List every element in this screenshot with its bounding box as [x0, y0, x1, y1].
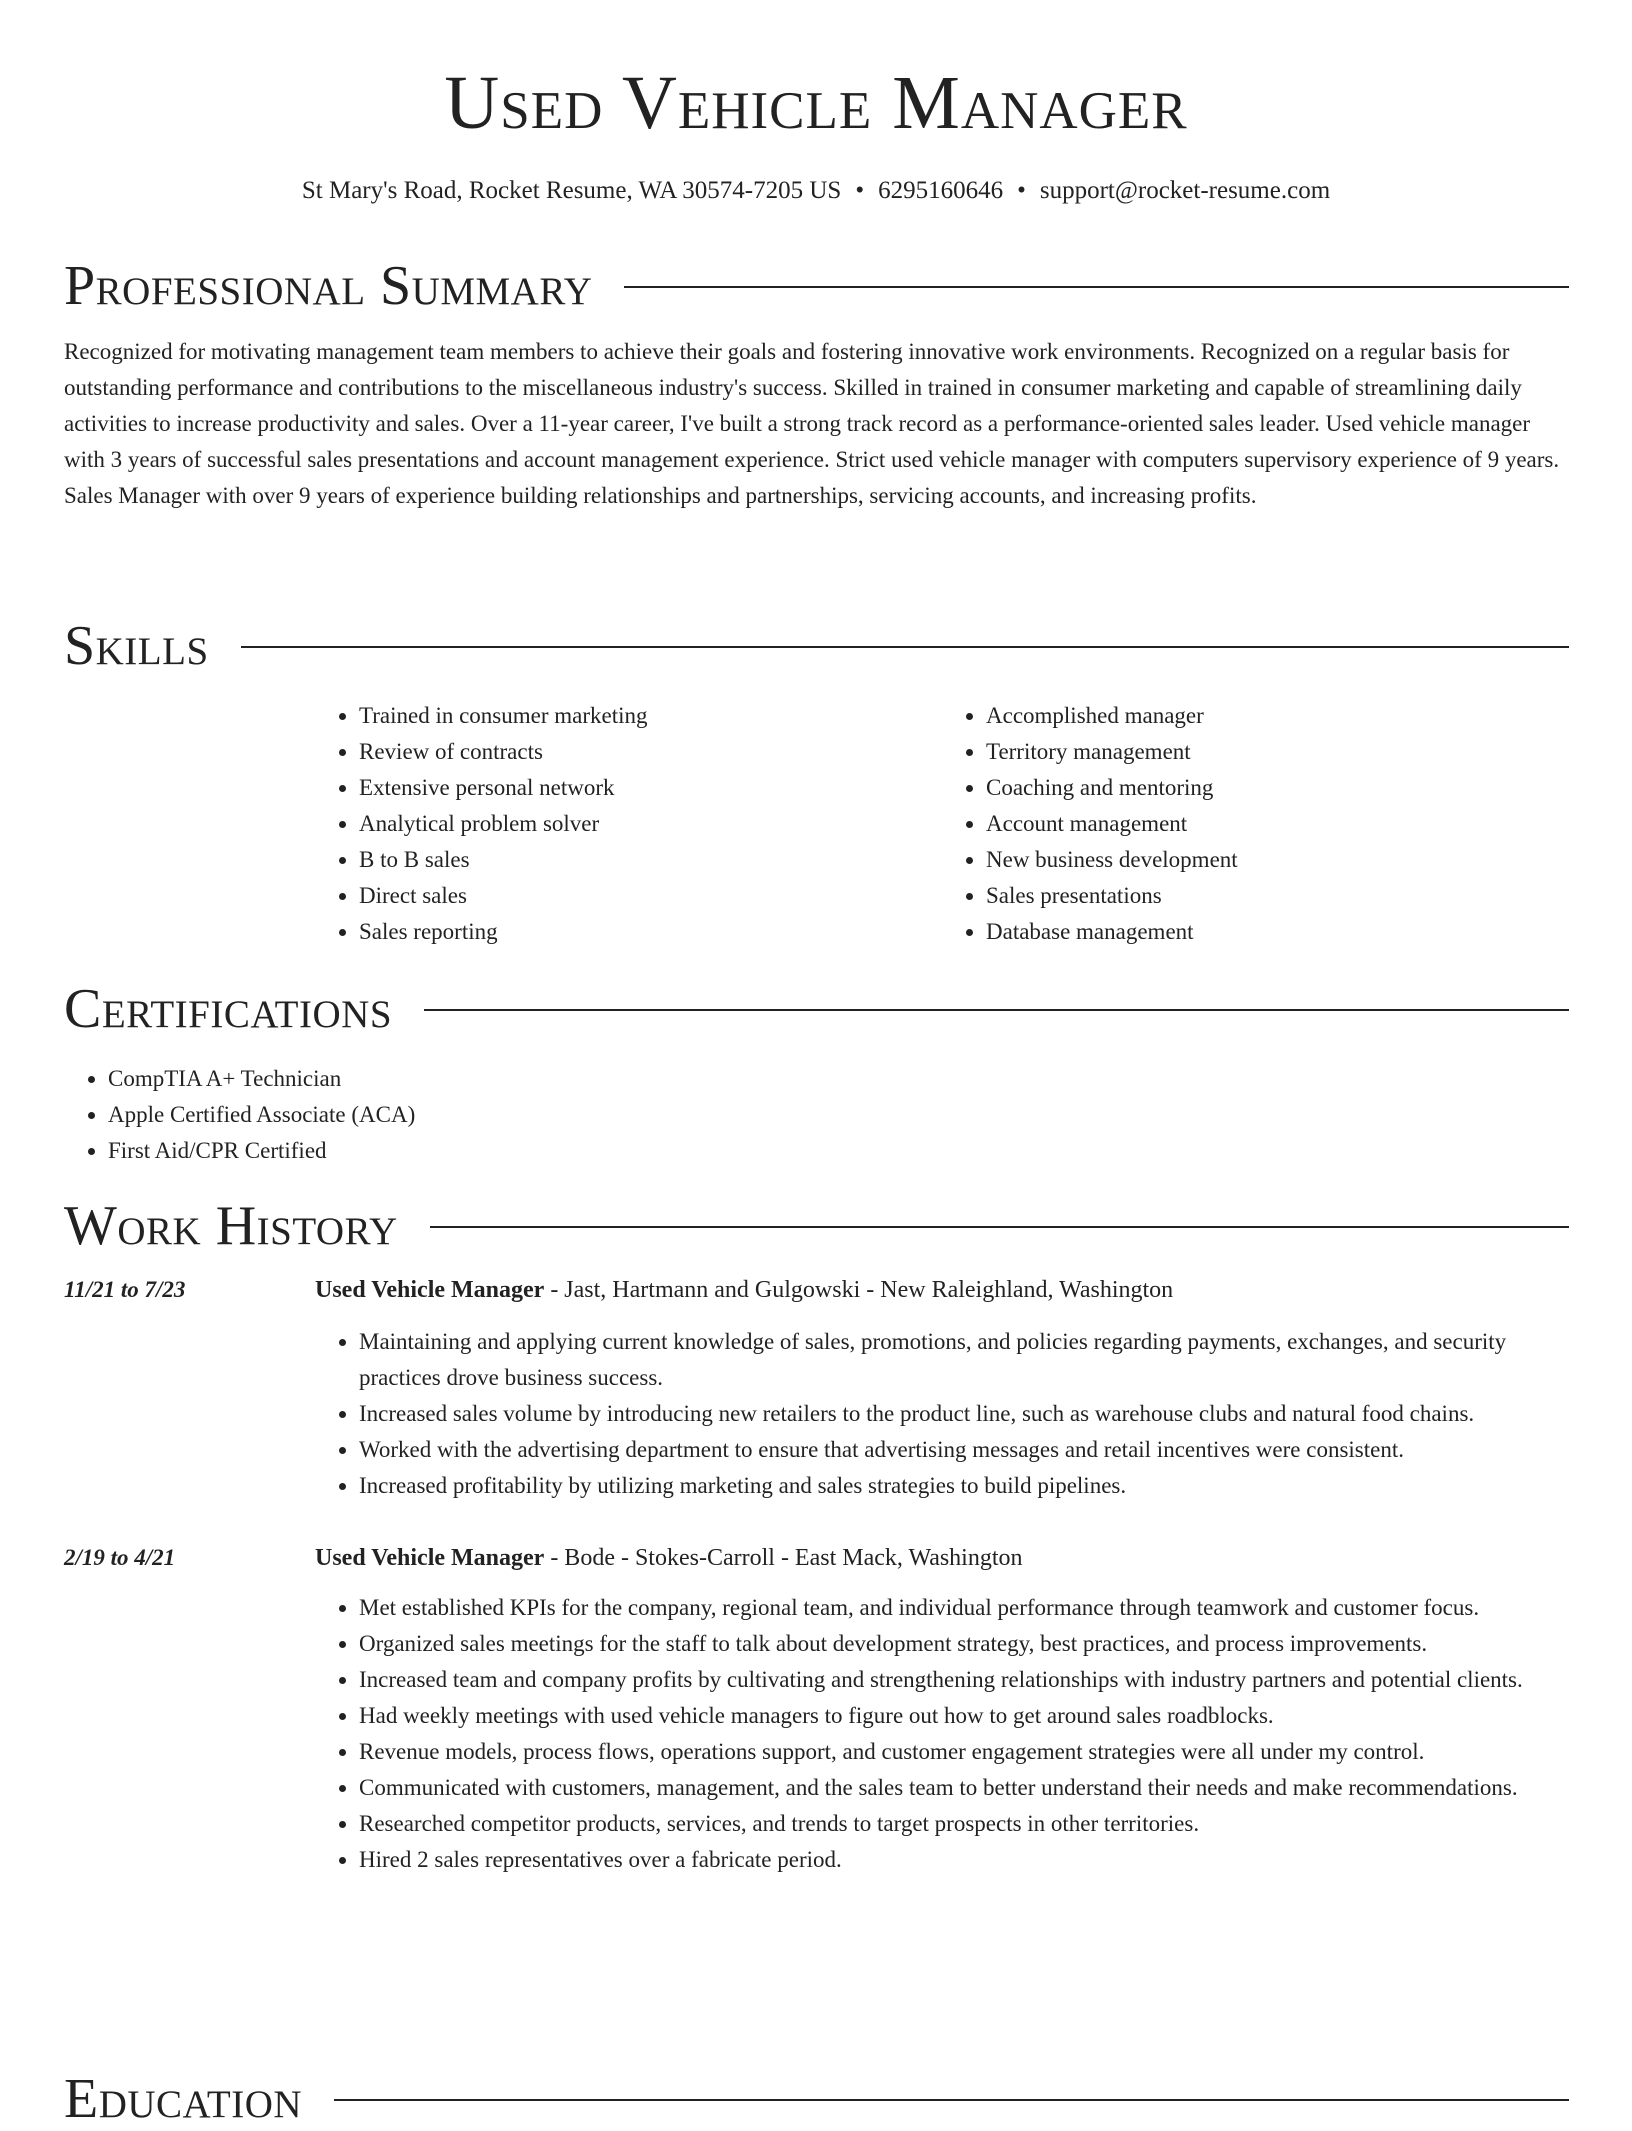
job-bullet: • Had weekly meetings with used vehicle managers to figure out how to get around sales roadblocks.	[359, 1698, 1569, 1734]
job-bullet: • Organized sales meetings for the staff to talk about development strategy, best practices, and process improvements.	[359, 1626, 1569, 1662]
job-employer: - Jast, Hartmann and Gulgowski - New Raleighland, Washington	[544, 1277, 1174, 1303]
summary-section	[64, 254, 1569, 514]
skill-item: • Direct sales	[359, 878, 942, 914]
job-heading	[315, 1540, 1569, 1576]
skill-item: • Accomplished manager	[986, 698, 1569, 734]
section-title: Work History	[64, 1195, 398, 1257]
job-position: Used Vehicle Manager	[315, 1277, 545, 1303]
job-entry	[64, 1272, 1569, 1504]
certifications-header	[64, 977, 1569, 1041]
certifications-list	[64, 1061, 1569, 1169]
skill-item: • Sales presentations	[986, 878, 1569, 914]
work-history-header	[64, 1194, 1569, 1258]
skill-item: • Review of contracts	[359, 734, 942, 770]
section-title: Skills	[64, 615, 209, 677]
job-bullet: • Increased profitability by utilizing marketing and sales strategies to build pipelines.	[359, 1468, 1569, 1504]
skill-item: • Database management	[986, 914, 1569, 950]
contact-email: support@rocket-resume.com	[1039, 177, 1331, 204]
skill-item: • Analytical problem solver	[359, 806, 942, 842]
skill-item: • Account management	[986, 806, 1569, 842]
job-bullet: • Met established KPIs for the company, regional team, and individual performance through teamwork and customer focus.	[359, 1590, 1569, 1626]
skill-item: • New business development	[986, 842, 1569, 878]
skill-item: • Sales reporting	[359, 914, 942, 950]
certifications-section	[64, 977, 1569, 1169]
job-heading	[315, 1272, 1569, 1308]
skills-list-right	[942, 698, 1569, 950]
resume-name: Used Vehicle Manager	[444, 61, 1188, 145]
education-header	[64, 2067, 1569, 2131]
contact-separator: •	[1017, 177, 1026, 204]
job-bullets	[315, 1324, 1569, 1504]
job-bullet: • Increased team and company profits by cultivating and strengthening relationships with industry partners and potential clients.	[359, 1662, 1569, 1698]
skill-item: • Extensive personal network	[359, 770, 942, 806]
section-divider	[624, 286, 1569, 288]
contact-address: St Mary's Road, Rocket Resume, WA 30574-7205 US	[301, 177, 842, 204]
skills-columns	[315, 698, 1569, 950]
summary-text: Recognized for motivating management team members to achieve their goals and fostering innovative work environments. Recognized on a regular basis for outstanding performance and contributions to the miscellaneous industry's success. Skilled in trained in consumer marketing and capable of streamlining daily activities to increase productivity and sales. Over a 11-year career, I've built a strong track record as a performance-oriented sales leader. Used vehicle manager with 3 years of successful sales presentations and account management experience. Strict used vehicle manager with computers supervisory experience of 9 years. Sales Manager with over 9 years of experience building relationships and partnerships, servicing accounts, and increasing profits.	[64, 339, 1560, 508]
job-bullet: • Revenue models, process flows, operations support, and customer engagement strategies were all under my control.	[359, 1734, 1569, 1770]
skills-header	[64, 614, 1569, 678]
job-bullets	[315, 1590, 1569, 1878]
skill-item: • Trained in consumer marketing	[359, 698, 942, 734]
section-divider	[430, 1226, 1569, 1228]
job-bullet: • Hired 2 sales representatives over a fabricate period.	[359, 1842, 1569, 1878]
certification-item: • Apple Certified Associate (ACA)	[108, 1097, 1569, 1133]
job-bullet: • Maintaining and applying current knowledge of sales, promotions, and policies regarding payments, exchanges, and security practices drove business success.	[359, 1324, 1569, 1396]
section-title: Education	[64, 2068, 303, 2130]
skill-item: • Territory management	[986, 734, 1569, 770]
job-entry	[64, 1540, 1569, 1878]
certification-item: • CompTIA A+ Technician	[108, 1061, 1569, 1097]
summary-header	[64, 254, 1569, 318]
contact-phone: 6295160646	[878, 177, 1004, 204]
section-divider	[424, 1009, 1569, 1011]
skill-item: • B to B sales	[359, 842, 942, 878]
contact-separator: •	[855, 177, 865, 204]
skills-list-left	[315, 698, 942, 950]
work-history-section	[64, 1194, 1569, 1878]
contact-line	[0, 174, 1632, 208]
section-title: Professional Summary	[64, 255, 593, 317]
job-dates: 11/21 to 7/23	[64, 1277, 186, 1302]
job-position: Used Vehicle Manager	[315, 1545, 545, 1571]
section-title: Certifications	[64, 978, 393, 1040]
section-divider	[241, 646, 1569, 648]
skill-item: • Coaching and mentoring	[986, 770, 1569, 806]
job-body	[315, 1540, 1569, 1878]
job-body	[315, 1272, 1569, 1504]
job-employer: - Bode - Stokes-Carroll - East Mack, Washington	[544, 1545, 1023, 1571]
job-bullet: • Increased sales volume by introducing new retailers to the product line, such as warehouse clubs and natural food chains.	[359, 1396, 1569, 1432]
section-divider	[334, 2099, 1569, 2101]
skills-section	[64, 614, 1569, 950]
job-bullet: • Communicated with customers, management, and the sales team to better understand their needs and make recommendations.	[359, 1770, 1569, 1806]
education-section	[64, 2067, 1569, 2131]
certification-item: • First Aid/CPR Certified	[108, 1133, 1569, 1169]
job-dates: 2/19 to 4/21	[64, 1545, 176, 1570]
job-bullet: • Worked with the advertising department to ensure that advertising messages and retail incentives were consistent.	[359, 1432, 1569, 1468]
job-bullet: • Researched competitor products, services, and trends to target prospects in other territories.	[359, 1806, 1569, 1842]
